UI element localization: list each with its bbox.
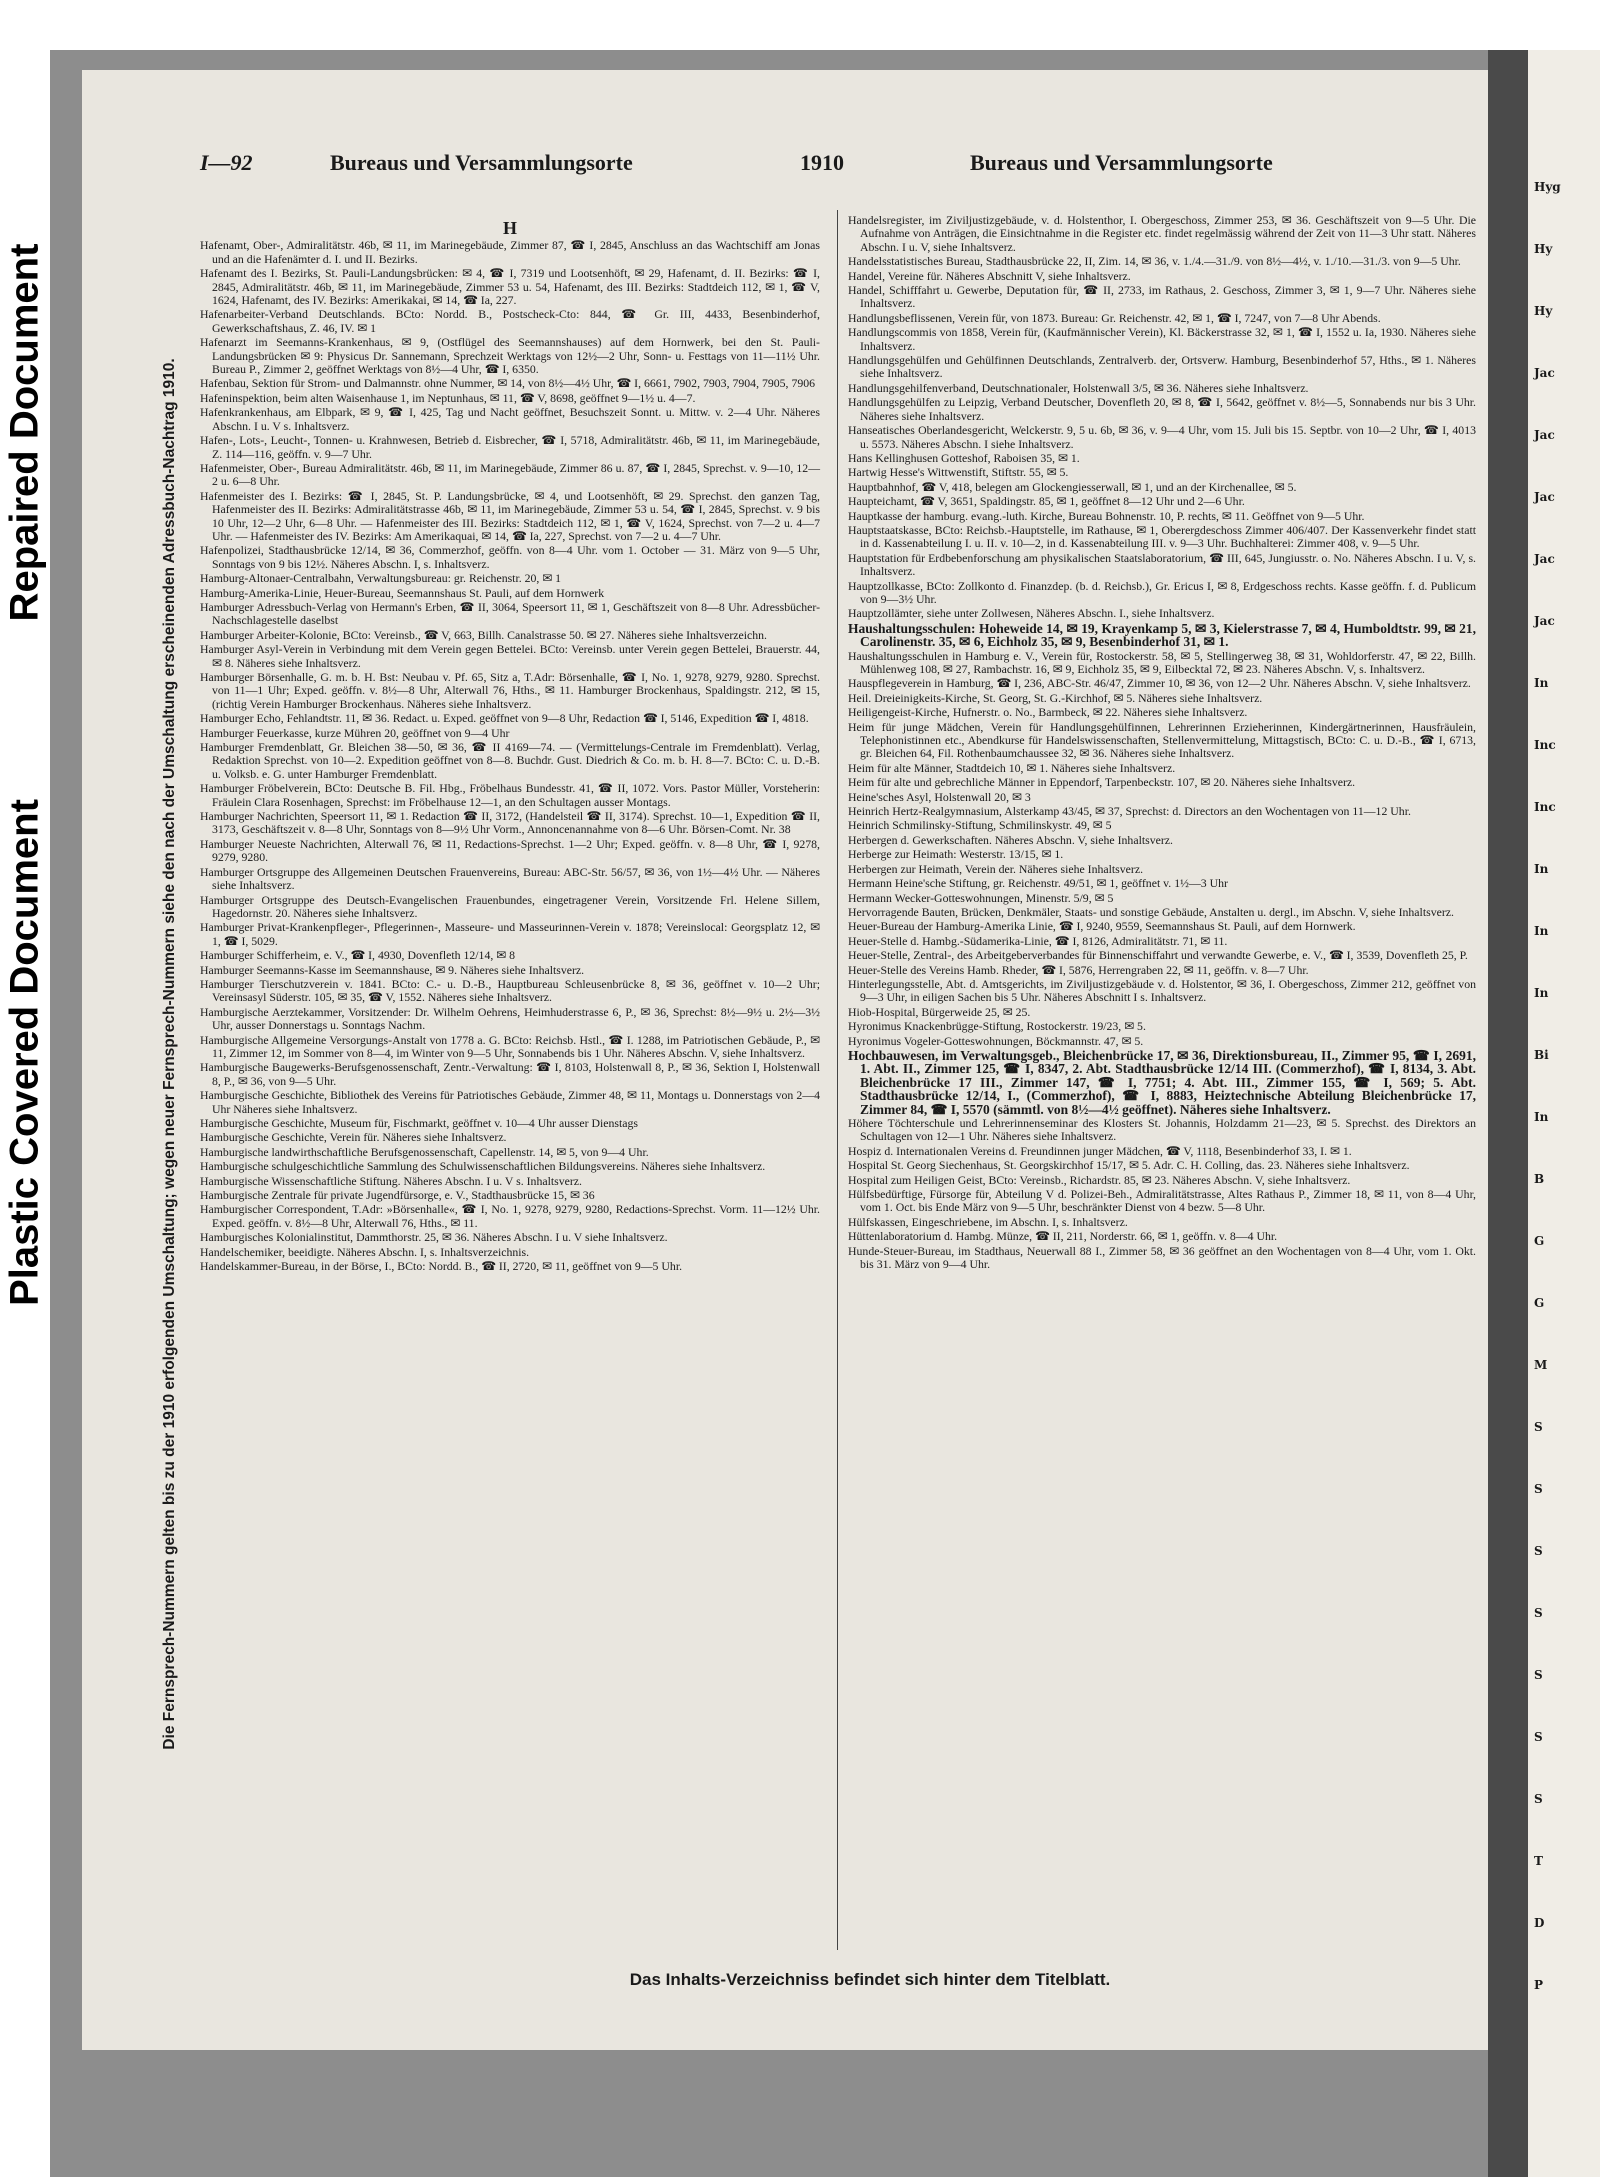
directory-entry: Hamburger Arbeiter-Kolonie, BCto: Vereinsb., ☎ V, 663, Billh. Canalstrasse 50. ✉ 27. Näheres siehe Inhaltsverzeichn. (200, 627, 767, 642)
page-number: I—92 (200, 150, 253, 175)
directory-entry: Hamburger Schifferheim, e. V., ☎ I, 4930, Dovenfleth 12/14, ✉ 8 (200, 948, 515, 963)
side-banner (155, 220, 185, 1900)
next-page-fragment: Jac (1534, 428, 1555, 442)
next-page-fragment: Inc (1534, 800, 1556, 814)
next-page-fragment: Jac (1534, 366, 1555, 380)
directory-entry: Hamburger Nachrichten, Speersort 11, ✉ 1. Redaction ☎ II, 3172, (Handelsteil ☎ II, 3174). Sprechst. 10—1, Expedition ☎ II, 3173, Geschäftszeit v. 8—8 Uhr, Sonntags von 8—9½ Uhr Vorm., Annoncenannahme von 8—6 Uhr. Börsen-Comt. Nr. 38 (200, 809, 820, 837)
directory-entry: Hamburgische Baugewerks-Berufsgenossenschaft, Zentr.-Verwaltung: ☎ I, 8103, Holstenwall 8, P., ✉ 36, Sektion I, Holstenwall 8, P., ✉ 36, von 9—5 Uhr. (200, 1060, 820, 1088)
directory-entry: Hans Kellinghusen Gotteshof, Raboisen 35, ✉ 1. (848, 450, 1080, 465)
directory-entry: Hauptzollämter, siehe unter Zollwesen, Näheres Abschn. I., siehe Inhaltsverz. (848, 606, 1215, 621)
directory-entry: Handlungsbeflissenen, Verein für, von 1873. Bureau: Gr. Reichenstr. 42, ✉ 1, ☎ I, 7247, von 7—8 Uhr Abends. (848, 310, 1381, 325)
next-page-fragment: In (1534, 1110, 1549, 1124)
directory-entry: Herbergen d. Gewerkschaften. Näheres Abschn. V, siehe Inhaltsverz. (848, 832, 1173, 847)
directory-entry: Hafenarzt im Seemanns-Krankenhaus, ✉ 9, (Ostflügel des Seemannshauses) auf dem Hornwerk, bei den St. Pauli-Landungsbrücken ✉ 9: Physicus Dr. Sannemann, Sprechzeit Werktags von 12½—2 Uhr, Sonn- u. Festtags von 11—11½ Uhr. Bureau P., Zimmer 2, geöffnet Werktags von 8½—4 Uhr, ☎ I, 6350. (200, 335, 820, 377)
next-page-fragment: Hy (1534, 304, 1553, 318)
directory-entry: Hauptkasse der hamburg. evang.-luth. Kirche, Bureau Bohnenstr. 10, P. rechts, ✉ 11. Geöffnet von 9—5 Uhr. (848, 508, 1365, 523)
directory-entry: Hamburger Feuerkasse, kurze Mühren 20, geöffnet von 9—4 Uhr (200, 725, 510, 740)
next-page-fragment: Inc (1534, 738, 1556, 752)
directory-entry: Hamburgische Geschichte, Verein für. Näheres siehe Inhaltsverz. (200, 1130, 507, 1145)
directory-entry: Hafenpolizei, Stadthausbrücke 12/14, ✉ 36, Commerzhof, geöffn. von 8—4 Uhr. vom 1. October — 31. März von 9—5 Uhr, Sonntags von 9 bis 12½. Näheres Abschn. I, s. Inhaltsverz. (200, 543, 820, 571)
directory-entry: Höhere Töchterschule und Lehrerinnenseminar des Klosters St. Johannis, Holzdamm 21—23, ✉ 5. Sprechst. des Direktors an Schultagen von 12—1 Uhr. Näheres siehe Inhaltsverz. (848, 1116, 1476, 1144)
next-page-fragment: In (1534, 676, 1549, 690)
next-page-fragment: D (1534, 1916, 1545, 1930)
next-page-fragment: Jac (1534, 552, 1555, 566)
header-left-title: Bureaus und Versammlungsorte (330, 150, 633, 175)
directory-entry: Hunde-Steuer-Bureau, im Stadthaus, Neuerwall 88 I., Zimmer 58, ✉ 36 geöffnet an den Wochentagen von 8—4 Uhr, vom 1. Okt. bis 31. März von 9—4 Uhr. (848, 1243, 1476, 1272)
directory-entry: Heil. Dreieinigkeits-Kirche, St. Georg, St. G.-Kirchhof, ✉ 5. Näheres siehe Inhaltsverz. (848, 690, 1263, 705)
directory-entry: Hamburgischer Correspondent, T.Adr: »Börsenhalle«, ☎ I, No. 1, 9278, 9279, 9280, Redactions-Sprechst. Vorm. 11—12½ Uhr. Exped. geöffn. v. 8½—8 Uhr, Alterwall 76, Hths., ✉ 11. (200, 1202, 820, 1230)
directory-entry: Handelsregister, im Ziviljustizgebäude, v. d. Holstenthor, I. Obergeschoss, Zimmer 253, ✉ 36. Geschäftszeit von 9—5 Uhr. Die Aufnahme von Anträgen, die Einsichtnahme in die Register etc. findet regelmässig während der Zeit von 11—3 Uhr statt. Näheres Abschn. I u. V, siehe Inhaltsverz. (848, 213, 1476, 254)
header-year: 1910 (800, 150, 844, 175)
directory-entry: Hamburgische Wissenschaftliche Stiftung. Näheres Abschn. I u. V s. Inhaltsverz. (200, 1173, 582, 1188)
directory-entry: Handel, Vereine für. Näheres Abschnitt V, siehe Inhaltsverz. (848, 268, 1131, 283)
directory-entry: Hospital St. Georg Siechenhaus, St. Georgskirchhof 15/17, ✉ 5. Adr. C. H. Colling, das. 23. Näheres siehe Inhaltsverz. (848, 1158, 1410, 1173)
next-page-fragment: Hyg (1534, 180, 1561, 194)
directory-entry: Haushaltungsschulen: Hoheweide 14, ✉ 19, Krayenkamp 5, ✉ 3, Kielerstrasse 7, ✉ 4, Humboldtstr. 99, ✉ 21, Carolinenstr. 35, ✉ 6, Eichholz 35, ✉ 9, Besenbinderhof 31, ✉ 1. (848, 620, 1476, 650)
directory-entry: Hospiz d. Internationalen Vereins d. Freundinnen junger Mädchen, ☎ V, 1118, Besenbinderhof 33, I. ✉ 1. (848, 1143, 1352, 1158)
next-page-fragment: S (1534, 1792, 1543, 1806)
directory-entry: Heuer-Stelle des Vereins Hamb. Rheder, ☎ I, 5876, Herrengraben 22, ✉ 11, geöffn. v. 8—7 Uhr. (848, 962, 1309, 977)
directory-entry: Hauptstaatskasse, BCto: Reichsb.-Hauptstelle, im Rathause, ✉ 1, Oberergdeschoss Zimmer 406/407. Der Kassenverkehr findet statt in d. Kassenabteilung I. u. II. v. 10—2, in d. Kassenabteilung III. v. 9—3 Uhr. Buchhalterei: Zimmer 408, v. 9—5 Uhr. (848, 522, 1476, 551)
repaired-document-label: Repaired Document (2, 243, 47, 622)
next-page-fragment: S (1534, 1544, 1543, 1558)
column-divider (837, 210, 838, 1950)
directory-entry: Hafeninspektion, beim alten Waisenhause 1, im Neptunhaus, ✉ 11, ☎ V, 8698, geöffnet 9—1½ u. 4—7. (200, 390, 696, 405)
directory-entry: Haushaltungsschulen in Hamburg e. V., Verein für, Rostockerstr. 58, ✉ 5, Stellingerweg 38, ✉ 31, Wohldorferstr. 47, ✉ 22, Billh. Mühlenweg 108, ✉ 27, Rambachstr. 16, ✉ 9, Eichholz 35, ✉ 9, Eilbecktal 72, ✉ 23. Näheres Abschn. V, s. Inhaltsverz. (848, 648, 1476, 676)
directory-entry: Heim für junge Mädchen, Verein für Handlungsgehülfinnen, Lehrerinnen Erzieherinnen, Kindergärtnerinnen, Hausfräulein, Telephonistinnen etc., Abendkurse für Handelswissenschaften, Stellenvermittelung, Mittagstisch, BCto: C. u. D.-B., ☎ I, 6713, gr. Bleichen 64, Fil. Rothenbaumchaussee 32, ✉ 36. Näheres siehe Inhaltsverz. (848, 719, 1476, 761)
directory-entry: Heuer-Stelle, Zentral-, des Arbeitgeberverbandes für Binnenschiffahrt und verwandte Gewerbe, e. V., ☎ I, 3539, Dovenfleth 25, P. (848, 948, 1468, 963)
directory-entry: Hüttenlaboratorium d. Hambg. Münze, ☎ II, 211, Norderstr. 66, ✉ 1, geöffn. v. 8—4 Uhr. (848, 1229, 1278, 1244)
page-header (200, 150, 1400, 180)
directory-entry: Hamburger Neueste Nachrichten, Alterwall 76, ✉ 11, Redactions-Sprechst. 1—2 Uhr; Exped. geöffn. v. 8—8 Uhr, ☎ I, 9278, 9279, 9280. (200, 836, 820, 865)
directory-entry: Heim für alte Männer, Stadtdeich 10, ✉ 1. Näheres siehe Inhaltsverz. (848, 760, 1176, 775)
left-column (200, 218, 820, 1274)
directory-entry: Hafenarbeiter-Verband Deutschlands. BCto: Nordd. B., Postscheck-Cto: 844, ☎ Gr. III, 4433, Besenbinderhof, Gewerkschaftshaus, Z. 46, IV. ✉ 1 (200, 307, 820, 335)
side-label (0, 150, 50, 1306)
directory-entry: Hochbauwesen, im Verwaltungsgeb., Bleichenbrücke 17, ✉ 36, Direktionsbureau, II., Zimmer 95, ☎ I, 2691, 1. Abt. II., Zimmer 125, ☎ I, 8347, 2. Abt. Stadthausbrücke 12/14 III. (Commerzhof), ☎ I, 8134, 3. Abt. Bleichenbrücke 17 III., Zimmer 147, ☎ I, 7751; 4. Abt. III., Zimmer 155, ☎ I, 569; 5. Abt. Stadthausbrücke 12/14, I., (Commerzhof), ☎ I, 8883, Heiztechnische Abteilung Bleichenbrücke 17, Zimmer 84, ☎ I, 5570 (sämmtl. von 8½—4½ geöffnet). Näheres siehe Inhaltsverz. (848, 1047, 1476, 1117)
directory-entry: Hafenmeister des I. Bezirks: ☎ I, 2845, St. P. Landungsbrücke, ✉ 4, und Lootsenhöft, ✉ 29. Sprechst. den ganzen Tag, Hafenmeister des II. Bezirks: Admiralitätstrasse 46b, ✉ 11, im Marinegebäude, Zimmer 53 u. 54, ☎ I, 2845, Sprechst. v. 9 bis 10 Uhr, 12—2 Uhr, 6—8 Uhr. — Hafenmeister des III. Bezirks: Stadtdeich 112, ✉ 1, ☎ V, 1624, Sprechst. von 7—2 u. 4—7 Uhr. — Hafenmeister des IV. Bezirks: Am Amerikaquai, ✉ 14, ☎ Ia, 227, Sprechst. von 7—2 u. 4—7 Uhr. (200, 488, 820, 543)
directory-entry: Hamburger Börsenhalle, G. m. b. H. Bst: Neubau v. Pf. 65, Sitz a, T.Adr: Börsenhalle, ☎ I, No. 1, 9278, 9279, 9280. Sprechst. von 11—1 Uhr; Exped. geöffn. v. 8½—8 Uhr, Alterwall 76, Hths., ✉ 11. Hamburger Brockenhaus, Spaldingstr. 212, ✉ 15, (richtig Verein Hamburger Brockenhaus. Näheres siehe Inhaltsverz. (200, 670, 820, 711)
next-page-fragment: G (1534, 1234, 1545, 1248)
directory-entry: Handlungscommis von 1858, Verein für, (Kaufmännischer Verein), Kl. Bäckerstrasse 32, ✉ 1, ☎ I, 1552 u. Ia, 1930. Näheres siehe Inhaltsverz. (848, 325, 1476, 353)
directory-entry: Hamburger Echo, Fehlandtstr. 11, ✉ 36. Redact. u. Exped. geöffnet von 9—8 Uhr, Redaction ☎ I, 5146, Expedition ☎ I, 4818. (200, 711, 809, 726)
directory-entry: Handlungsgehülfen zu Leipzig, Verband Deutscher, Dovenfleth 20, ✉ 8, ☎ I, 5642, geöffnet v. 8½—5, Sonnabends nur bis 3 Uhr. Näheres siehe Inhaltsverz. (848, 395, 1476, 423)
next-page-fragment: Hy (1534, 242, 1553, 256)
directory-entry: Hauptzollkasse, BCto: Zollkonto d. Finanzdep. (b. d. Reichsb.), Gr. Ericus I, ✉ 8, Erdgeschoss rechts. Kasse geöffn. f. d. Publicum von 9—3½ Uhr. (848, 578, 1476, 606)
directory-entry: Hamburgische Allgemeine Versorgungs-Anstalt von 1778 a. G. BCto: Reichsb. Hstl., ☎ I. 1288, im Patriotischen Gebäude, P., ✉ 11, Zimmer 12, im Sommer von 8—4, im Winter von 9—5 Uhr, Sonnabends bis 1 Uhr. Näheres Abschn. V, siehe Inhaltsverz. (200, 1032, 820, 1060)
side-banner-text: Die Fernsprech-Nummern gelten bis zu der 1910 erfolgenden Umschaltung; wegen neuer Fernsprech-Nummern siehe den nach der Umschaltung erscheinenden Adressbuch-Nachtrag 1910. (161, 358, 178, 1750)
next-page-fragment: Jac (1534, 490, 1555, 504)
directory-entry: Heiligengeist-Kirche, Hufnerstr. o. No., Barmbeck, ✉ 22. Näheres siehe Inhaltsverz. (848, 705, 1248, 720)
directory-entry: Handlungsgehülfen und Gehülfinnen Deutschlands, Zentralverb. der, Ortsverw. Hamburg, Besenbinderhof 57, Hths., ✉ 1. Näheres siehe Inhaltsverz. (848, 353, 1476, 381)
right-column (848, 214, 1476, 1272)
plastic-covered-label: Plastic Covered Document (2, 799, 47, 1306)
directory-entry: Hyronimus Vogeler-Gotteswohnungen, Böckmannstr. 47, ✉ 5. (848, 1033, 1144, 1048)
next-page-fragment: In (1534, 924, 1549, 938)
directory-entry: Hamburger Fremdenblatt, Gr. Bleichen 38—50, ✉ 36, ☎ II 4169—74. — (Vermittelungs-Centrale im Fremdenblatt). Verlag, Redaktion Sprechst. von 10—2. Expedition geöffnet von 8—8. Buchdr. Gust. Diedrich & Co. m. b. H. 8—7. BCto: C. u. D.-B. u. Volksb. e. G. unter Hamburger Fremdenblatt. (200, 740, 820, 781)
directory-entry: Hamburgische Geschichte, Museum für, Fischmarkt, geöffnet v. 10—4 Uhr ausser Dienstags (200, 1116, 638, 1130)
directory-entry: Hamburger Fröbelverein, BCto: Deutsche B. Fil. Hbg., Fröbelhaus Bundesstr. 41, ☎ II, 1072. Vors. Pastor Müller, Vorsteherin: Fräulein Clara Rosenhagen, Sprechst: im Fröbelhause 12—1, an den Schultagen ausser Montags. (200, 781, 820, 809)
directory-entry: Hamburger Ortsgruppe des Allgemeinen Deutschen Frauenvereins, Bureau: ABC-Str. 56/57, ✉ 36, von 1½—4½ Uhr. — Näheres siehe Inhaltsverz. (200, 864, 820, 893)
header-right-title: Bureaus und Versammlungsorte (970, 150, 1273, 175)
directory-entry: Herberge zur Heimath: Westerstr. 13/15, ✉ 1. (848, 847, 1064, 862)
next-page-fragment: S (1534, 1730, 1543, 1744)
directory-entry: Hamburgische landwirthschaftliche Berufsgenossenschaft, Capellenstr. 14, ✉ 5, von 9—4 Uhr. (200, 1144, 649, 1159)
directory-entry: Haupteichamt, ☎ V, 3651, Spaldingstr. 85, ✉ 1, geöffnet 8—12 Uhr und 2—6 Uhr. (848, 494, 1245, 509)
directory-entry: Hermann Wecker-Gotteswohnungen, Minenstr. 5/9, ✉ 5 (848, 890, 1114, 905)
next-page-fragment: M (1534, 1358, 1548, 1372)
directory-entry: Hamburger Asyl-Verein in Verbindung mit dem Verein gegen Bettelei. BCto: Vereinsb. unter Verein gegen Bettelei, Brauerstr. 44, ✉ 8. Näheres siehe Inhaltsverz. (200, 642, 820, 670)
next-page-fragment: S (1534, 1668, 1543, 1682)
directory-entry: Hauptbahnhof, ☎ V, 418, belegen am Glockengiesserwall, ✉ 1, und an der Kirchenallee, ✉ 5. (848, 479, 1297, 494)
directory-entry: Heuer-Stelle d. Hambg.-Südamerika-Linie, ☎ I, 8126, Admiralitätstr. 71, ✉ 11. (848, 933, 1228, 948)
next-page-fragment: Jac (1534, 614, 1555, 628)
directory-entry: Heinrich Schmilinsky-Stiftung, Schmilinskystr. 49, ✉ 5 (848, 818, 1112, 833)
next-page-fragment: S (1534, 1482, 1543, 1496)
directory-entry: Hospital zum Heiligen Geist, BCto: Vereinsb., Richardstr. 85, ✉ 23. Näheres Abschn. V, siehe Inhaltsverz. (848, 1172, 1351, 1187)
next-page-fragment: P (1534, 1978, 1544, 1992)
footer-note: Das Inhalts-Verzeichniss befindet sich hinter dem Titelblatt. (629, 1970, 1111, 1989)
directory-entry: Hamburg-Altonaer-Centralbahn, Verwaltungsbureau: gr. Reichenstr. 20, ✉ 1 (200, 571, 562, 586)
directory-entry: Hanseatisches Oberlandesgericht, Welckerstr. 9, 5 u. 6b, ✉ 36, v. 9—4 Uhr, vom 15. Juli bis 15. Septbr. von 10—2 Uhr, ☎ I, 4013 u. 5573. Näheres Abschn. I siehe Inhaltsverz. (848, 423, 1476, 451)
directory-entry: Hafenamt, Ober-, Admiralitätstr. 46b, ✉ 11, im Marinegebäude, Zimmer 87, ☎ I, 2845, Anschluss an das Wachtschiff am Jonas und an die Hafenämter d. I. und II. Bezirks. (200, 238, 820, 266)
directory-entry: Hervorragende Bauten, Brücken, Denkmäler, Staats- und sonstige Gebäude, Anstalten u. dergl., im Abschn. V, siehe Inhaltsverz. (848, 904, 1454, 919)
directory-entry: Hülfskassen, Eingeschriebene, im Abschn. I, s. Inhaltsverz. (848, 1214, 1128, 1229)
directory-entry: Hafenbau, Sektion für Strom- und Dalmannstr. ohne Nummer, ✉ 14, von 8½—4½ Uhr, ☎ I, 6661, 7902, 7903, 7904, 7905, 7906 (200, 376, 816, 391)
directory-entry: Hamburger Tierschutzverein v. 1841. BCto: C.- u. D.-B., Hauptbureau Schleusenbrücke 8, ✉ 36, geöffnet v. 10—2 Uhr; Vereinsasyl Süderstr. 105, ✉ 35, ☎ V, 1552. Näheres siehe Inhaltsverz. (200, 976, 820, 1005)
directory-entry: Hamburgisches Kolonialinstitut, Dammthorstr. 25, ✉ 36. Näheres Abschn. I u. V siehe Inhaltsverz. (200, 1230, 668, 1245)
directory-entry: Heinrich Hertz-Realgymnasium, Alsterkamp 43/45, ✉ 37, Sprechst: d. Directors an den Wochentagen von 11—12 Uhr. (848, 804, 1411, 819)
next-page-fragment: S (1534, 1420, 1543, 1434)
directory-entry: Herbergen zur Heimath, Verein der. Näheres siehe Inhaltsverz. (848, 861, 1144, 876)
directory-entry: Hartwig Hesse's Wittwenstift, Stiftstr. 55, ✉ 5. (848, 465, 1069, 480)
directory-entry: Hamburgische Zentrale für private Jugendfürsorge, e. V., Stadthausbrücke 15, ✉ 36 (200, 1188, 595, 1203)
directory-entry: Hamburg-Amerika-Linie, Heuer-Bureau, Seemannshaus St. Pauli, auf dem Hornwerk (200, 585, 605, 600)
directory-entry: Heim für alte und gebrechliche Männer in Eppendorf, Tarpenbeckstr. 107, ✉ 20. Näheres siehe Inhaltsverz. (848, 775, 1356, 790)
directory-entry: Hiob-Hospital, Bürgerweide 25, ✉ 25. (848, 1004, 1031, 1019)
next-page-fragment: B (1534, 1172, 1545, 1186)
directory-entry: Hamburger Privat-Krankenpfleger-, Pflegerinnen-, Masseure- und Masseurinnen-Verein v. 1878; Vereinslocal: Georgsplatz 12, ✉ 1, ☎ I, 5029. (200, 920, 820, 948)
next-page-fragment: T (1534, 1854, 1543, 1868)
directory-entry: Handelskammer-Bureau, in der Börse, I., BCto: Nordd. B., ☎ II, 2720, ✉ 11, geöffnet von 9—5 Uhr. (200, 1259, 683, 1274)
directory-entry: Hinterlegungsstelle, Abt. d. Amtsgerichts, im Ziviljustizgebäude v. d. Holstentor, ✉ 36, I. Obergeschoss, Zimmer 212, geöffnet von 9—3 Uhr, in eiligen Sachen bis 5 Uhr. Näheres Abschnitt I s. Inhaltsverz. (848, 976, 1476, 1005)
directory-entry: Hamburgische Geschichte, Bibliothek des Vereins für Patriotisches Gebäude, Zimmer 48, ✉ 11, Montags u. Donnerstags von 2—4 Uhr Näheres siehe Inhaltsverz. (200, 1088, 820, 1116)
directory-entry: Handelsstatistisches Bureau, Stadthausbrücke 22, II, Zim. 14, ✉ 36, v. 1./4.—31./9. von 8½—4½, v. 1./10.—31./3. von 9—5 Uhr. (848, 254, 1461, 269)
directory-entry: Hermann Heine'sche Stiftung, gr. Reichenstr. 49/51, ✉ 1, geöffnet v. 1½—3 Uhr (848, 876, 1228, 891)
directory-entry: Hamburger Ortsgruppe des Deutsch-Evangelischen Frauenbundes, eingetragener Verein, Vorsitzende Frl. Helene Sillem, Hagedornstr. 20. Näheres siehe Inhaltsverz. (200, 892, 820, 920)
page-binding (1488, 50, 1528, 2177)
section-heading: H (502, 218, 517, 238)
next-page-fragment: In (1534, 862, 1549, 876)
directory-entry: Handel, Schifffahrt u. Gewerbe, Deputation für, ☎ II, 2733, im Rathaus, 2. Geschoss, Zimmer 3, ✉ 1, 9—7 Uhr. Näheres siehe Inhaltsverz. (848, 283, 1476, 311)
directory-entry: Hafen-, Lots-, Leucht-, Tonnen- u. Krahnwesen, Betrieb d. Eisbrecher, ☎ I, 5718, Admiralitätstr. 46b, ✉ 11, im Marinegebäude, Z. 114—116, geöffn. v. 9—7 Uhr. (200, 433, 820, 461)
directory-entry: Hauspflegeverein in Hamburg, ☎ I, 236, ABC-Str. 46/47, Zimmer 10, ✉ 36, von 12—2 Uhr. Näheres Abschn. V, siehe Inhaltsverz. (848, 676, 1471, 691)
next-page-fragment: G (1534, 1296, 1545, 1310)
directory-entry: Hamburger Seemanns-Kasse im Seemannshause, ✉ 9. Näheres siehe Inhaltsverz. (200, 962, 585, 977)
directory-entry: Hamburgische schulgeschichtliche Sammlung des Schulwissenschaftlichen Bildungsvereins. Näheres siehe Inhaltsverz. (200, 1159, 766, 1174)
next-page-fragment: Bi (1534, 1048, 1549, 1062)
directory-entry: Hafenkrankenhaus, am Elbpark, ✉ 9, ☎ I, 425, Tag und Nacht geöffnet, Besuchszeit Sonnt. u. Mittw. v. 2—4 Uhr. Näheres Abschn. I u. V s. Inhaltsverz. (200, 405, 820, 433)
directory-entry: Hafenmeister, Ober-, Bureau Admiralitätstr. 46b, ✉ 11, im Marinegebäude, Zimmer 86 u. 87, ☎ I, 2845, Sprechst. v. 9—10, 12—2 u. 6—8 Uhr. (200, 460, 820, 489)
directory-entry: Hafenamt des I. Bezirks, St. Pauli-Landungsbrücken: ✉ 4, ☎ I, 7319 und Lootsenhöft, ✉ 29, Hafenamt, d. II. Bezirks: ☎ I, 2845, Admiralitätstr. 46b, ✉ 11, im Marinegebäude, Zimmer 53 u. 54, Hafenamt, des III. Bezirks: Stadtdeich 112, ✉ 1, ☎ V, 1624, Hafenamt, des IV. Bezirks: Amerikakai, ✉ 14, ☎ Ia, 227. (200, 266, 820, 308)
next-page-fragment: S (1534, 1606, 1543, 1620)
directory-entry: Heuer-Bureau der Hamburg-Amerika Linie, ☎ I, 9240, 9559, Seemannshaus St. Pauli, auf dem Hornwerk. (848, 919, 1356, 934)
directory-entry: Hauptstation für Erdbebenforschung am physikalischen Staatslaboratorium, ☎ III, 645, Jungiusstr. o. No. Näheres Abschn. I u. V, s. Inhaltsverz. (848, 550, 1476, 579)
directory-entry: Hyronimus Knackenbrügge-Stiftung, Rostockerstr. 19/23, ✉ 5. (848, 1019, 1146, 1034)
directory-entry: Handelschemiker, beeidigte. Näheres Abschn. I, s. Inhaltsverzeichnis. (200, 1244, 530, 1259)
next-page-edge (1528, 50, 1600, 2177)
directory-entry: Handlungsgehilfenverband, Deutschnationaler, Holstenwall 3/5, ✉ 36. Näheres siehe Inhaltsverz. (848, 380, 1309, 395)
next-page-fragment: In (1534, 986, 1549, 1000)
directory-entry: Hamburgische Aerztekammer, Vorsitzender: Dr. Wilhelm Oehrens, Heimhuderstrasse 6, P., ✉ 36, Sprechst: 8½—9½ u. 2½—3½ Uhr, ausser Donnerstags u. Sonntags Nachm. (200, 1004, 820, 1033)
directory-entry: Hülfsbedürftige, Fürsorge für, Abteilung V d. Polizei-Beh., Admiralitätstrasse, Altes Rathaus P., Zimmer 18, ✉ 11, von 8—4 Uhr, vom 1. Oct. bis Ende März von 9—5 Uhr, beschränkter Dienst von 4 bezw. 5—8 Uhr. (848, 1187, 1476, 1215)
directory-entry: Hamburger Adressbuch-Verlag von Hermann's Erben, ☎ II, 3064, Speersort 11, ✉ 1, Geschäftszeit von 8—8 Uhr. Adressbücher-Nachschlagestelle daselbst (200, 599, 820, 628)
directory-entry: Heine'sches Asyl, Holstenwall 20, ✉ 3 (848, 789, 1031, 804)
